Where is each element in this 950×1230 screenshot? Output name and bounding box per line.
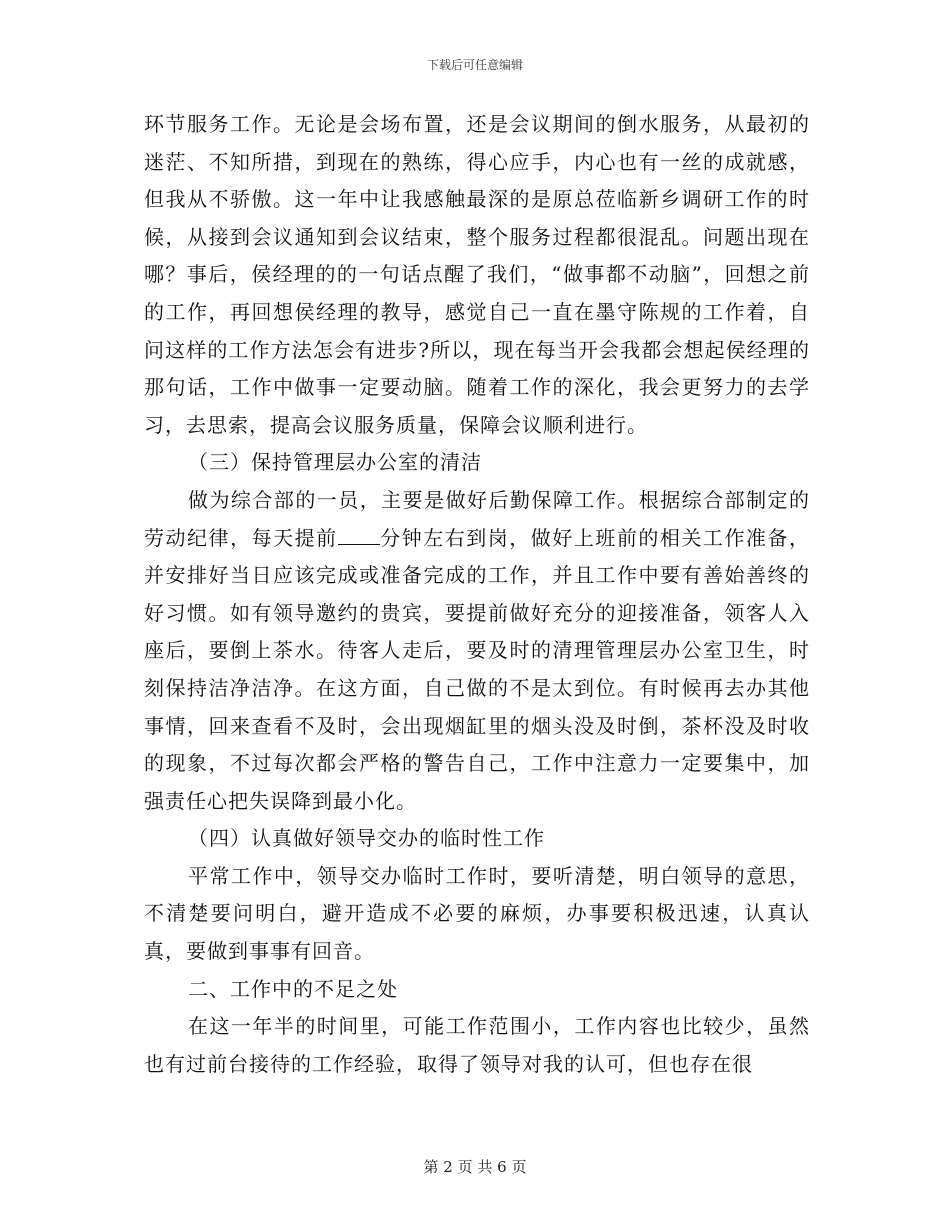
heading-office-cleaning: （三）保持管理层办公室的清洁 bbox=[188, 450, 482, 475]
fill-in-blank bbox=[338, 543, 380, 545]
page-header: 下载后可任意编辑 bbox=[426, 58, 523, 72]
paragraph-meeting-service: 环节服务工作。无论是会场布置，还是会议期间的倒水服务，从最初的迷茫、不知所措，到现在的熟练，得心应手，内心也有一丝的成就感，但我从不骄傲。这一年中让我感触最深的是原总莅临新乡调研工作的时候，从接到会议通知到会议结束，整个服务过程都很混乱。问题出现在哪？事后，侯经理的的一句话点醒了我们，“做事都不动脑”，回想之前的工作，再回想侯经理的教导，感觉自己一直在墨守陈规的工作着，自问这样的工作方法怎会有进步?所以，现在每当开会我都会想起侯经理的那句话，工作中做事一定要动脑。随着工作的深化，我会更努力的去学习，去思索，提高会议服务质量，保障会议顺利进行。 bbox=[144, 112, 810, 437]
paragraph-logistics-part2: 分钟左右到岗，做好上班前的相关工作准备，并安排好当日应该完成或准备完成的工作，并且工作中要有善始善终的好习惯。如有领导邀约的贵宾，要提前做好充分的迎接准备，领客人入座后，要倒上茶水。待客人走后，要及时的清理管理层办公室卫生，时刻保持洁净洁净。在这方面，自己做的不是太到位。有时候再去办其他事情，回来查看不及时，会出现烟缸里的烟头没及时倒，茶杯没及时收的现象，不过每次都会严格的警告自己，工作中注意力一定要集中，加强责任心把失误降到最小化。 bbox=[144, 525, 811, 813]
paragraph-logistics-part1: 做为综合部的一员，主要是做好后勤保障工作。根据综合部制定的劳动纪律，每天提前 bbox=[144, 487, 810, 550]
heading-temporary-work: （四）认真做好领导交办的临时性工作 bbox=[188, 826, 545, 851]
document-body bbox=[144, 106, 810, 1083]
heading-shortcomings: 二、工作中的不足之处 bbox=[188, 976, 398, 1001]
paragraph-logistics bbox=[144, 482, 810, 820]
paragraph-temporary-work: 平常工作中，领导交办临时工作时，要听清楚，明白领导的意思，不清楚要问明白，避开造成不必要的麻烦，办事要积极迅速，认真认真，要做到事事有回音。 bbox=[144, 863, 810, 964]
paragraph-shortcomings: 在这一年半的时间里，可能工作范围小，工作内容也比较少，虽然也有过前台接待的工作经验，取得了领导对我的认可，但也存在很 bbox=[144, 1014, 810, 1076]
page-footer: 第 2 页 共 6 页 bbox=[423, 1158, 527, 1176]
